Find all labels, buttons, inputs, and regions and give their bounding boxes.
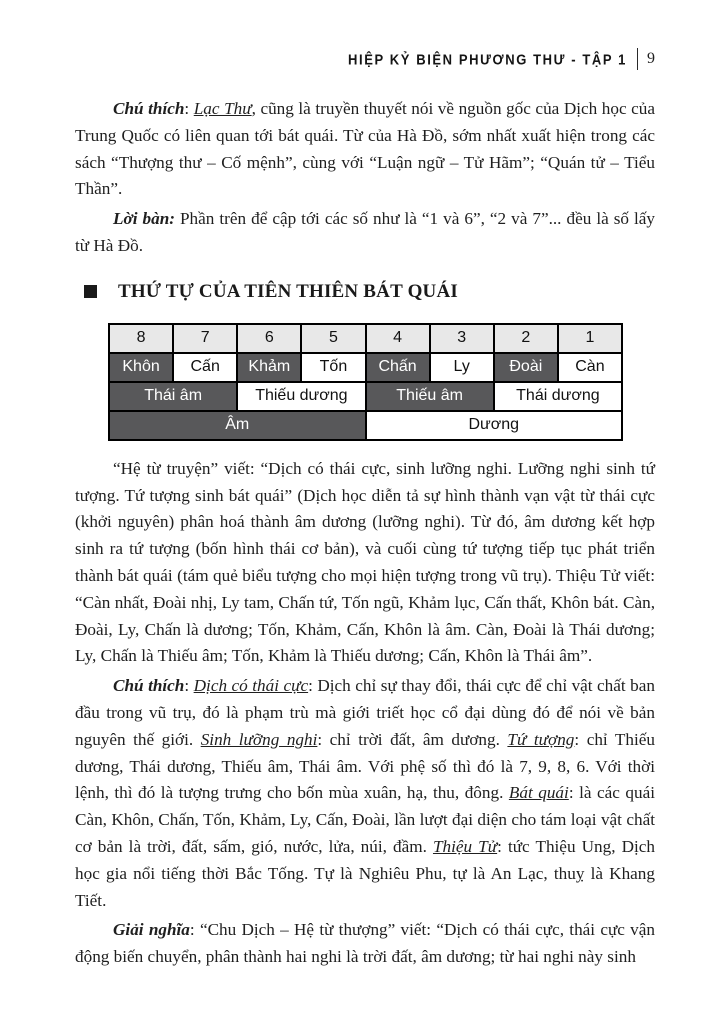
term-sinh-luong-nghi: Sinh lưỡng nghi	[200, 729, 318, 749]
number-cell: 8	[109, 324, 173, 353]
trigram-cell-doai: Đoài	[494, 353, 558, 382]
trigram-cell-can2: Càn	[558, 353, 622, 382]
term-lac-thu: Lạc Thư	[193, 99, 252, 118]
table-row-numbers	[109, 324, 622, 353]
note-label: Chú thích	[113, 99, 185, 118]
trigram-cell-khon: Khôn	[109, 353, 173, 382]
image-cell-thieu-am: Thiếu âm	[366, 382, 494, 411]
trigram-cell-kham: Khảm	[237, 353, 301, 382]
body-text: : chỉ Thiếu dương, Thái dương, Thiếu âm, Thái âm. Với phệ số thì đó là 7, 9, 8, 6. Với thời lệnh, thì đó là tượng trưng cho bốn mùa xuân, hạ, thu, đông.	[75, 729, 655, 803]
term-thieu-tu: Thiệu Tử	[432, 836, 498, 856]
trigram-cell-ly: Ly	[430, 353, 494, 382]
comment-label: Lời bàn:	[113, 209, 175, 229]
paragraph-he-tu-truyen	[75, 456, 655, 670]
number-cell: 2	[494, 324, 558, 353]
number-cell: 5	[301, 324, 365, 353]
paragraph-loi-ban	[75, 206, 655, 260]
explain-label: Giải nghĩa	[113, 920, 190, 940]
body-text: Phần trên để cập tới các số như là “1 và 6”, “2 và 7”... đều là số lấy từ Hà Đồ.	[75, 209, 656, 255]
body-text: : chỉ trời đất, âm dương.	[317, 729, 508, 749]
body-text: “Hệ từ truyện” viết: “Dịch có thái cực, sinh lưỡng nghi. Lưỡng nghi sinh tứ tượng. Tứ tượng sinh bát quái” (Dịch học diễn tả sự hình thành vạn vật từ thái cực (khởi nguyên) phân hoá thành âm dương (lưỡng nghi). Từ đó, âm dương kết hợp sinh ra tứ tượng (bốn hình thái cơ bản), và cuối cùng tứ tượng tiếp tục phát triển thành bát quái (tám quẻ biểu tượng cho mọi hiện tượng trong vũ trụ). Thiệu Tử viết: “Càn nhất, Đoài nhị, Ly tam, Chấn tứ, Tốn ngũ, Khảm lục, Cấn thất, Khôn bát. Càn, Đoài, Ly, Chấn là dương; Tốn, Khảm, Cấn, Khôn là âm. Càn, Đoài là Thái dương; Ly, Chấn là Thiếu âm; Tốn, Khảm là Thiếu dương; Cấn, Khôn là Thái âm”.	[75, 458, 655, 666]
section-heading	[84, 281, 655, 303]
note-label: Chú thích	[113, 676, 185, 696]
paragraph-chu-thich-lac-thu	[75, 96, 655, 203]
running-header	[75, 46, 655, 72]
number-cell: 6	[237, 324, 301, 353]
table-row-trigrams	[109, 353, 622, 382]
trigram-cell-chan: Chấn	[366, 353, 430, 382]
trigram-cell-can: Cấn	[173, 353, 237, 382]
term-tu-tuong: Tứ tượng	[507, 729, 575, 749]
number-cell: 7	[173, 324, 237, 353]
paragraph-chu-thich-thai-cuc	[75, 673, 655, 914]
paragraph-giai-nghia	[75, 917, 655, 971]
number-cell: 4	[366, 324, 430, 353]
image-cell-thai-am: Thái âm	[109, 382, 237, 411]
term-bat-quai: Bát quái	[508, 783, 569, 803]
bagua-order-table	[108, 323, 623, 441]
image-cell-thai-duong: Thái dương	[494, 382, 622, 411]
separator-text: :	[184, 99, 194, 118]
image-cell-thieu-duong: Thiếu dương	[237, 382, 365, 411]
section-title: THỨ TỰ CỦA TIÊN THIÊN BÁT QUÁI	[118, 280, 458, 302]
separator-text: :	[184, 676, 194, 696]
body-text: : Dịch chỉ sự thay đổi, thái cực để chỉ vật chất ban đầu trong vũ trụ, đó là phạm trù mà giới triết học cổ đại dùng đó để nói về bản nguyên thế giới.	[75, 676, 655, 749]
table-row-polarities	[109, 411, 622, 440]
body-text: : là các quái Càn, Khôn, Chấn, Tốn, Khảm, Ly, Cấn, Đoài, lần lượt đại diện cho tám loại vật chất cơ bản là trời, đất, sấm, gió, nước, lửa, núi, đầm.	[75, 783, 655, 856]
term-dich-co-thai-cuc: Dịch có thái cực	[193, 676, 309, 696]
body-text: : “Chu Dịch – Hệ từ thượng” viết: “Dịch có thái cực, thái cực vận động biến chuyển, phân thành hai nghi là trời đất, âm dương; từ hai nghi này sinh	[75, 920, 655, 967]
page-number: 9	[647, 50, 655, 67]
polarity-cell-am: Âm	[109, 411, 366, 440]
book-title: HIỆP KỶ BIỆN PHƯƠNG THƯ - TẬP 1	[348, 50, 627, 68]
number-cell: 3	[430, 324, 494, 353]
polarity-cell-duong: Dương	[366, 411, 623, 440]
header-divider	[637, 48, 638, 70]
square-bullet-icon	[84, 285, 97, 298]
table-row-four-images	[109, 382, 622, 411]
number-cell: 1	[558, 324, 622, 353]
body-text: : tức Thiệu Ung, Dịch học gia nổi tiếng thời Bắc Tống. Tự là Nghiêu Phu, tự là An Lạc, thuỵ là Khang Tiết.	[75, 836, 655, 910]
body-text: , cũng là truyền thuyết nói về nguồn gốc của Dịch học của Trung Quốc có liên quan tới bát quái. Từ của Hà Đồ, sớm nhất xuất hiện trong các sách “Thượng thư – Cố mệnh”, cùng với “Luận ngữ – Tử Hãm”; “Quán tử – Tiểu Thần”.	[75, 99, 655, 199]
trigram-cell-ton: Tốn	[301, 353, 365, 382]
